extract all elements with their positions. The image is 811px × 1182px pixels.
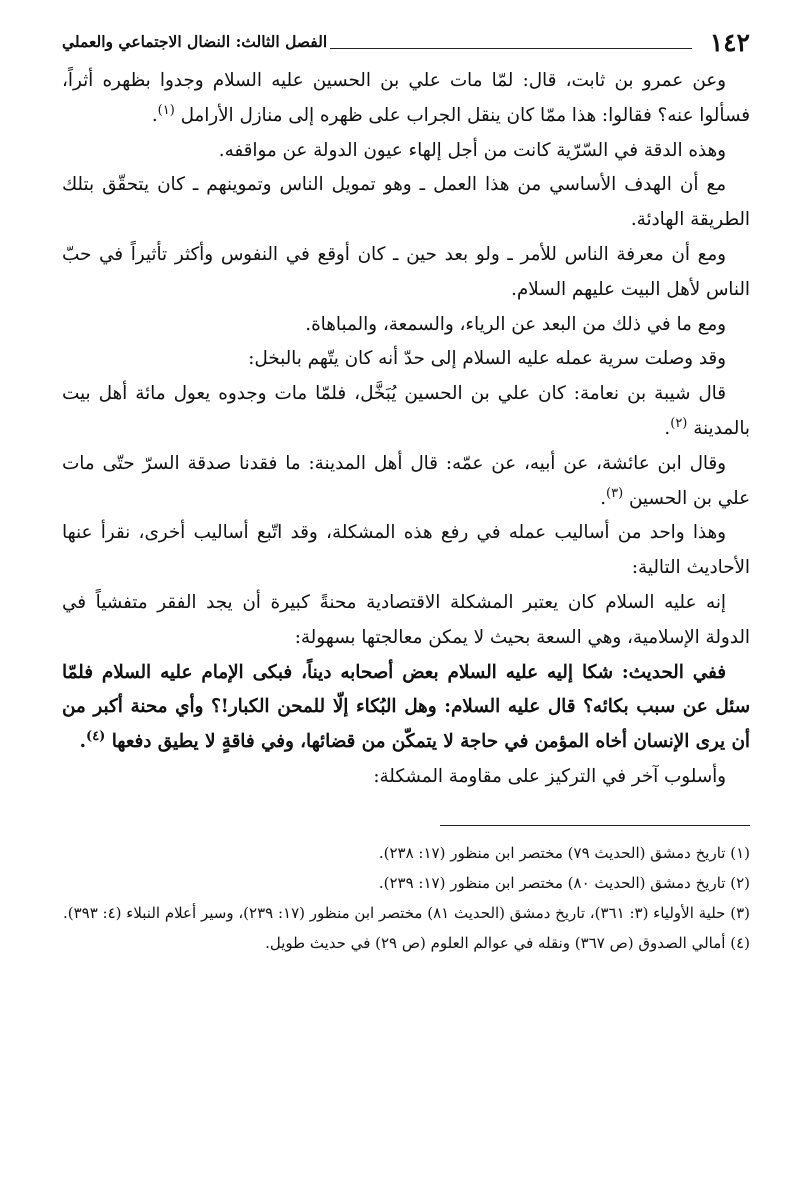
paragraph: وعن عمرو بن ثابت، قال: لمّا مات علي بن الحسين عليه السلام وجدوا بظهره أثراً، فسألوا عنه؟ فقالوا: هذا ممّا كان ينقل الجراب على ظهره إلى منازل الأرامل $^{(١)}$. [62, 70, 750, 126]
paragraph: وقد وصلت سرية عمله عليه السلام إلى حدّ أنه كان يتّهم بالبخل: [248, 348, 726, 370]
paragraph: وأسلوب آخر في التركيز على مقاومة المشكلة: [373, 765, 726, 787]
paragraph: وهذه الدقة في السّرّية كانت من أجل إلهاء عيون الدولة عن مواقفه. [218, 139, 726, 161]
footnote: (١) تاريخ دمشق (الحديث ٧٩) مختصر ابن منظور (١٧: ٢٣٨). [378, 843, 750, 862]
paragraph: إنه عليه السلام كان يعتبر المشكلة الاقتصادية محنةً كبيرة أن يجد الفقر متفشياً في الدولة الإسلامية، وهي السعة بحيث لا يمكن معالجتها بسهولة: [62, 591, 750, 648]
footnotes [62, 838, 750, 958]
footnote: (٤) أمالي الصدوق (ص ٣٦٧) ونقله في عوالم العلوم (ص ٢٩) في حديث طويل. [265, 933, 750, 952]
footnote-divider [440, 825, 750, 826]
chapter-title: الفصل الثالث: النضال الاجتماعي والعملي [62, 32, 328, 51]
footnote: (٣) حلية الأولياء (٣: ٣٦١)، تاريخ دمشق (الحديث ٨١) مختصر ابن منظور (١٧: ٢٣٩)، وسير أعلام النبلاء (٤: ٣٩٣). [62, 903, 750, 922]
paragraph: مع أن الهدف الأساسي من هذا العمل ـ وهو تمويل الناس وتموينهم ـ كان يتحقّق بتلك الطريقة الهادئة. [62, 174, 750, 231]
footnote: (٢) تاريخ دمشق (الحديث ٨٠) مختصر ابن منظور (١٧: ٢٣٩). [378, 873, 750, 892]
footnote-ref: (٤) [86, 729, 106, 745]
body-text [62, 64, 750, 795]
paragraph: قال شيبة بن نعامة: كان علي بن الحسين يُبَخَّل، فلمّا مات وجدوه يعول مائة أهل بيت بالمدينة $^{(٢)}$. [62, 383, 750, 439]
header-divider [330, 48, 692, 49]
footnote-ref: (٢) [670, 415, 688, 431]
paragraph: ومع أن معرفة الناس للأمر ـ ولو بعد حين ـ كان أوقع في النفوس وأكثر تأثيراً في حبّ الناس لأهل البيت عليهم السلام. [62, 243, 750, 300]
footnote-ref: (١) [157, 102, 175, 118]
page-header [62, 24, 750, 64]
footnote-ref: (٣) [606, 485, 624, 501]
book-page [62, 24, 750, 958]
page-number: ١٤٢ [709, 28, 750, 57]
paragraph: ومع ما في ذلك من البعد عن الرياء، والسمعة، والمباهاة. [305, 313, 726, 335]
paragraph: وهذا واحد من أساليب عمله في رفع هذه المشكلة، وقد اتّبع أساليب أخرى، نقرأ عنها الأحاديث التالية: [62, 522, 750, 579]
paragraph: وقال ابن عائشة، عن أبيه، عن عمّه: قال أهل المدينة: ما فقدنا صدقة السرّ حتّى مات علي بن الحسين $^{(٣)}$. [62, 452, 750, 509]
hadith-paragraph: ففي الحديث: شكا إليه عليه السلام بعض أصحابه ديناً، فبكى الإمام عليه السلام فلمّا سئل عن سبب بكائه؟ قال عليه السلام: وهل البُكاء إلّا للمحن الكبار!؟ وأي محنة أكبر من أن يرى الإنسان أخاه المؤمن في حاجة لا يتمكّن من قضائها، وفي فاقةٍ لا يطيق دفعها $^{(٤)}$. [62, 661, 750, 753]
